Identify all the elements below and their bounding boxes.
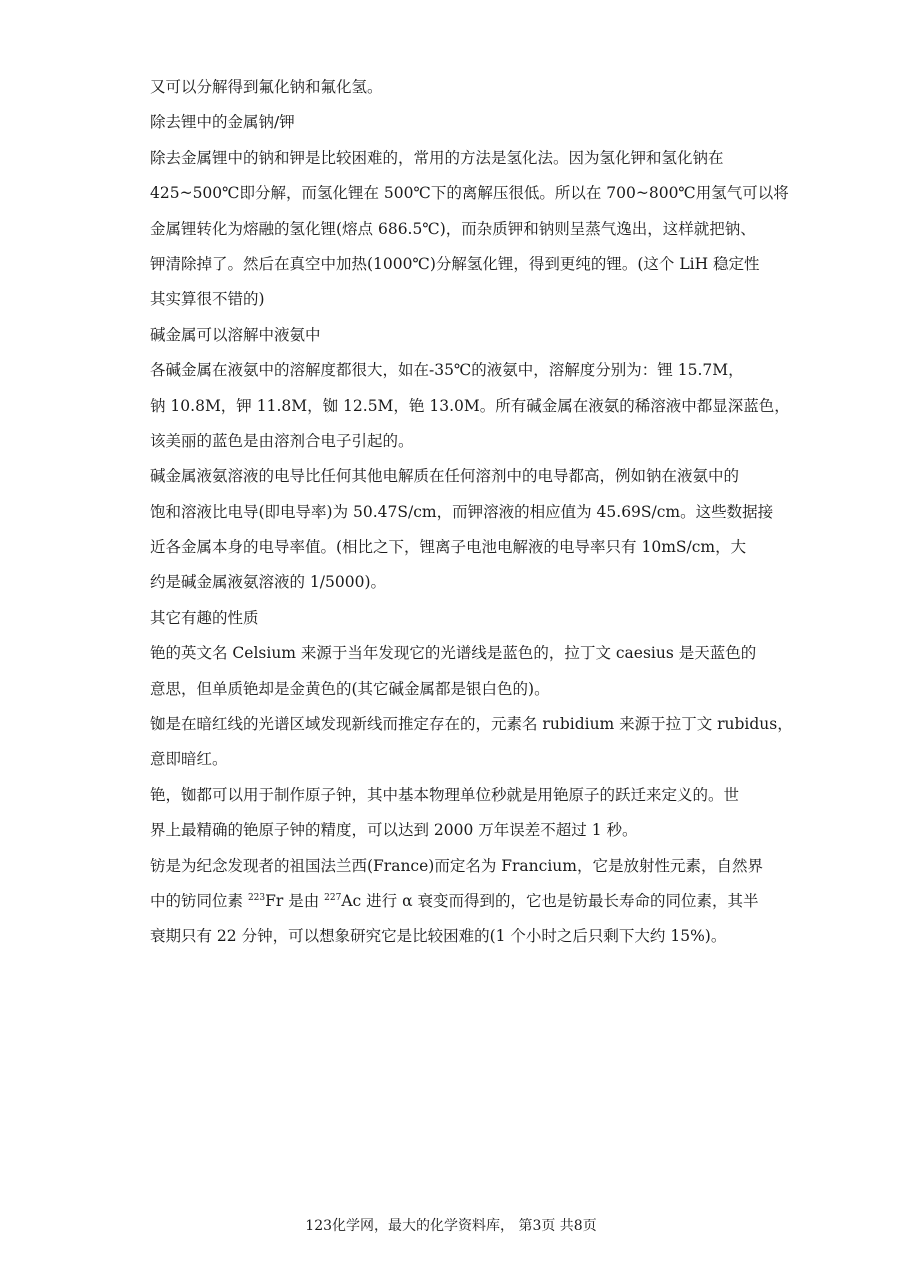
paragraph-line: 碱金属液氨溶液的电导比任何其他电解质在任何溶剂中的电导都高，例如钠在液氨中的 xyxy=(150,467,740,486)
paragraph-line: 其实算很不错的) xyxy=(150,290,265,309)
paragraph-line: 界上最精确的铯原子钟的精度，可以达到 2000 万年误差不超过 1 秒。 xyxy=(150,821,638,840)
paragraph-line: 意思，但单质铯却是金黄色的(其它碱金属都是银白色的)。 xyxy=(150,679,550,698)
paragraph-line: 铯的英文名 Celsium 来源于当年发现它的光谱线是蓝色的，拉丁文 caesius 是天蓝色的 xyxy=(150,644,757,663)
paragraph-line: 钠 10.8M，钾 11.8M，铷 12.5M，铯 13.0M。所有碱金属在液氨的稀溶液中都显深蓝色， xyxy=(150,396,790,415)
superscript-mass-number: 227 xyxy=(324,892,342,903)
paragraph-line: 约是碱金属液氨溶液的 1/5000)。 xyxy=(150,573,387,592)
paragraph-line: 又可以分解得到氟化钠和氟化氢。 xyxy=(150,78,383,96)
paragraph-line: 近各金属本身的电导率值。(相比之下，锂离子电池电解液的电导率只有 10mS/cm，大 xyxy=(150,538,747,557)
document-body xyxy=(150,70,793,955)
paragraph-line: 铷是在暗红线的光谱区域发现新线而推定存在的，元素名 rubidium 来源于拉丁文 rubidus， xyxy=(150,715,793,734)
paragraph-line: 衰期只有 22 分钟，可以想象研究它是比较困难的(1 个小时之后只剩下大约 15%)。 xyxy=(150,927,727,946)
paragraph-line: 钾清除掉了。然后在真空中加热(1000℃)分解氢化锂，得到更纯的锂。(这个 LiH 稳定性 xyxy=(150,254,760,273)
section-heading-other-properties: 其它有趣的性质 xyxy=(150,608,259,627)
page-footer: 123化学网，最大的化学资料库， 第3页 共8页 xyxy=(305,1218,597,1234)
paragraph-line: 饱和溶液比电导(即电导率)为 50.47S/cm，而钾溶液的相应值为 45.69S/cm。这些数据接 xyxy=(150,502,774,521)
text-fragment: 中的钫同位素 xyxy=(150,891,248,910)
text-fragment: Fr 是由 xyxy=(265,891,325,910)
superscript-mass-number: 223 xyxy=(247,892,266,903)
paragraph-line: 该美丽的蓝色是由溶剂合电子引起的。 xyxy=(150,431,414,450)
paragraph-line: 金属锂转化为熔融的氢化锂(熔点 686.5℃)，而杂质钾和钠则呈蒸气逸出，这样就把钠、 xyxy=(150,219,756,238)
paragraph-line: 各碱金属在液氨中的溶解度都很大，如在-35℃的液氨中，溶解度分别为：锂 15.7M， xyxy=(150,361,744,380)
text-fragment: Ac 进行 α 衰变而得到的，它也是钫最长寿命的同位素，其半 xyxy=(341,891,759,910)
paragraph-line: 钫是为纪念发现者的祖国法兰西(France)而定名为 Francium，它是放射性元素，自然界 xyxy=(150,856,763,875)
paragraph-line: 425~500℃即分解，而氢化锂在 500℃下的离解压很低。所以在 700~800℃用氢气可以将 xyxy=(150,184,789,203)
paragraph-line: 除去金属锂中的钠和钾是比较困难的，常用的方法是氢化法。因为氢化钾和氢化钠在 xyxy=(150,148,724,167)
paragraph-line-isotopes xyxy=(150,884,762,919)
section-heading-remove-na-k: 除去锂中的金属钠/钾 xyxy=(150,113,295,132)
section-heading-liquid-ammonia: 碱金属可以溶解中液氨中 xyxy=(150,325,321,344)
paragraph-line: 铯，铷都可以用于制作原子钟，其中基本物理单位秒就是用铯原子的跃迁来定义的。世 xyxy=(150,785,740,804)
paragraph-line: 意即暗红。 xyxy=(150,750,228,769)
